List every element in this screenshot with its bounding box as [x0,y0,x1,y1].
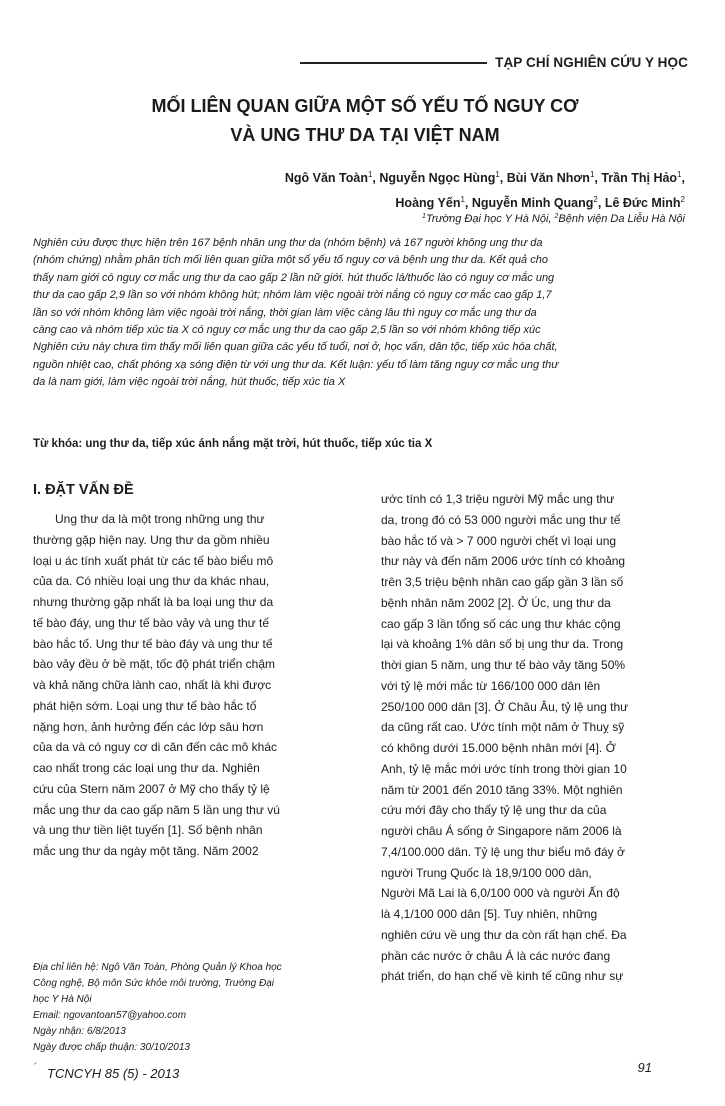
body-line: người Trung Quốc là 18,9/100 000 dân, [381,865,592,880]
body-line: có không dưới 15.000 bệnh nhân mới [4]. Ở [381,741,616,755]
footnote-line: Địa chỉ liên hệ: Ngô Văn Toàn, Phòng Quản lý Khoa học [33,962,282,973]
title-line: VÀ UNG THƯ DA TẠI VIỆT NAM [230,125,500,145]
body-line: lại và khoảng 1% dân số bị ung thư da. Trong [381,637,624,652]
body-line: người châu Á sống ở Singapore năm 2006 là [381,824,622,838]
left-column [33,509,351,862]
abstract-line: nguồn nhiệt cao, chất phóng xạ sóng điện từ với ung thư da. Kết luận: yếu tố làm tăng nguy cơ mắc ung thư [33,358,559,371]
body-line: là 4,1/100 000 dân [5]. Tuy nhiên, những [381,907,598,921]
abstract-line: càng cao và nhóm tiếp xúc tia X có nguy cơ mắc ung thư da cao gấp 2,5 lần so với nhóm không tiếp xúc [33,324,541,337]
abstract-line: thư da cao gấp 2,9 lần so với nhóm không hút; nhóm làm việc ngoài trời nắng có nguy cơ mắc cao gấp 1,7 [33,289,552,302]
journal-name: TẠP CHÍ NGHIÊN CỨU Y HỌC [495,54,688,70]
correspondence-footnote [33,960,351,1056]
body-line: nặng hơn, ảnh hưởng đến các lớp sâu hơn [33,719,264,734]
page-number: 91 [637,1060,652,1075]
author-affil-mark: 2 [593,195,598,204]
body-line: thời gian 5 năm, ung thư tế bào vảy tăng 50% [381,658,626,672]
article-title [40,92,690,150]
author-affil-mark: 1 [589,170,595,179]
body-line: mắc ung thư da ngày một tăng. Năm 2002 [33,844,259,858]
abstract [33,235,688,392]
body-line: tế bào đáy, ung thư tế bào vảy và ung thư tế [33,615,270,630]
author-affil-mark: 2 [680,195,685,204]
author-name: Bùi Văn Nhơn [506,171,590,185]
body-line: 7,4/100.000 dân. Tỷ lệ ung thư biểu mô đáy ở [381,844,625,859]
author-name: Nguyễn Minh Quang [471,196,594,210]
author-affil-mark: 1 [460,195,465,204]
body-line: loại u ác tính xuất phát từ các tế bào biểu mô [33,553,274,568]
body-line: bào hắc tố và > 7 000 người chết vì loại ung [381,533,617,548]
affiliations [125,210,685,226]
journal-header [300,52,688,72]
body-line: và ung thư tiền liệt tuyến [1]. Số bệnh nhân [33,823,263,838]
abstract-line: Nghiên cứu này chưa tìm thấy mối liên quan giữa các yếu tố tuổi, nơi ở, học vấn, dân tộc, tiếp xúc hóa chất, [33,341,558,354]
footnote-line: Công nghệ, Bộ môn Sức khỏe môi trường, Trường Đại [33,978,275,989]
abstract-line: thấy nam giới có nguy cơ mắc ung thư da cao gấp 2 lần nữ giới. hút thuốc lá/thuốc lào có nguy cơ mắc ung [33,271,555,284]
footnote-line: Ngày được chấp thuận: 30/10/2013 [33,1042,190,1053]
body-line: với tỷ lệ mới mắc từ 166/100 000 dân lên [381,678,601,693]
author-name: Trần Thị Hảo [601,171,678,185]
body-line: cứu của Stern năm 2007 ở Mỹ cho thấy tỷ lệ [33,781,270,796]
footnote-line: Ngày nhận: 6/8/2013 [33,1026,126,1037]
keywords: Từ khóa: ung thư da, tiếp xúc ánh nắng mặt trời, hút thuốc, tiếp xúc tia X [33,438,433,450]
body-line: nghiên cứu về ung thư da còn rất hạn chế. Đa [381,927,627,942]
affiliation: Bệnh viện Da Liễu Hà Nội [558,213,685,225]
author-affil-mark: 1 [677,170,682,179]
header-rule [300,62,487,64]
right-column [381,489,688,987]
author-line: Ngô Văn Toàn$^1$, Nguyễn Ngọc Hùng$^1$, Bùi Văn Nhơn$^1$, Trần Thị Hảo$^1$, [284,170,685,185]
body-line: Ung thư da là một trong những ung thư [55,512,265,526]
body-line: và khả năng chữa lành cao, nhất là khi được [33,678,272,692]
page-footer [33,1060,688,1086]
body-line: da cũng rất cao. Ước tính một năm ở Thuỵ sỹ [381,720,625,735]
body-line: của da và có nguy cơ di căn đến các mô khác [33,740,278,755]
body-line: bào hắc tố. Ung thư tế bào đáy và ung thư tế [33,636,273,651]
title-line: MỐI LIÊN QUAN GIỮA MỘT SỐ YẾU TỐ NGUY CƠ [151,96,579,116]
author-line: Hoàng Yến$^1$, Nguyễn Minh Quang$^2$, Lê Đức Minh$^2$ [395,195,685,210]
author-list [125,164,685,214]
section-heading: I. ĐẶT VẤN ĐỀ [33,482,134,498]
footnote-line: học Y Hà Nội [33,994,92,1005]
body-line: da, trong đó có 53 000 người mắc ung thư tế [381,512,621,527]
abstract-line: da là nam giới, làm việc ngoài trời nắng, hút thuốc, tiếp xúc tia X [33,376,346,389]
author-name: Lê Đức Minh [604,196,681,210]
author-affil-mark: 1 [495,170,500,179]
body-line: cao gấp 3 lần tổng số các ung thư khác cộng [381,616,621,631]
body-line: phát hiện sớm. Loại ung thư tế bào hắc tố [33,698,257,713]
body-line: thường gặp hiện nay. Ung thư da gồm nhiều [33,532,270,547]
body-line: Người Mã Lai là 6,0/100 000 và người Ấn độ [381,886,620,901]
body-line: thư này và đến năm 2006 ước tính có khoảng [381,554,626,569]
author-name: Ngô Văn Toàn [284,171,368,185]
author-affil-mark: 1 [367,170,373,179]
abstract-line: Nghiên cứu được thực hiện trên 167 bệnh nhân ung thư da (nhóm bệnh) và 167 người không ung thư da [33,237,543,249]
footnote-line: Email: ngovantoan57@yahoo.com [33,1010,187,1021]
body-line: Anh, tỷ lệ mắc mới ước tính trong thời gian 10 [381,761,627,776]
body-line: bệnh nhân năm 2002 [2]. Ở Úc, ung thư da [381,595,611,610]
body-line: nhưng thường gặp nhất là ba loại ung thư da [33,595,274,609]
body-line: mắc ung thư da cao gấp năm 5 lần ung thư vú [33,802,280,817]
abstract-line: lần so với nhóm không làm việc ngoài trời nắng, thời gian làm việc càng lâu thì nguy cơ mắc ung thư da [33,306,537,319]
body-line: phát triển, do hạn chế về kinh tế cũng như sự [381,969,624,984]
body-line: cứu mới đây cho thấy tỷ lệ ung thư da của [381,803,607,818]
body-line: trên 3,5 triệu bệnh nhân cao gấp gần 3 lần số [381,575,624,589]
affil-mark: 2 [554,213,559,220]
author-name: Hoàng Yến [395,196,461,210]
scan-mark-icon: ´ [33,1062,37,1074]
body-line: bào vảy đều ở bề mặt, tốc độ phát triển chậm [33,657,276,672]
body-line: cao nhất trong các loại ung thư da. Nghiên [33,761,260,775]
affiliation: Trường Đại học Y Hà Nội, [425,213,555,225]
affil-mark: 1 [422,213,426,220]
body-line: phần các nước ở châu Á là các nước đang [381,948,611,963]
author-name: Nguyễn Ngọc Hùng [379,171,496,185]
body-line: 250/100 000 dân [3]. Ở Châu Âu, tỷ lệ ung thư [381,699,629,714]
abstract-line: (nhóm chứng) nhằm phân tích mối liên quan giữa một số yếu tố nguy cơ và bệnh ung thư da. Kết quả cho [33,254,548,267]
body-line: của da. Có nhiều loại ung thư da khác nhau, [33,574,270,589]
journal-issue: TCNCYH 85 (5) - 2013 [47,1066,180,1081]
body-line: năm từ 2001 đến 2010 tăng 33%. Một nghiên [381,782,623,797]
body-line: ước tính có 1,3 triệu người Mỹ mắc ung thư [381,492,615,506]
